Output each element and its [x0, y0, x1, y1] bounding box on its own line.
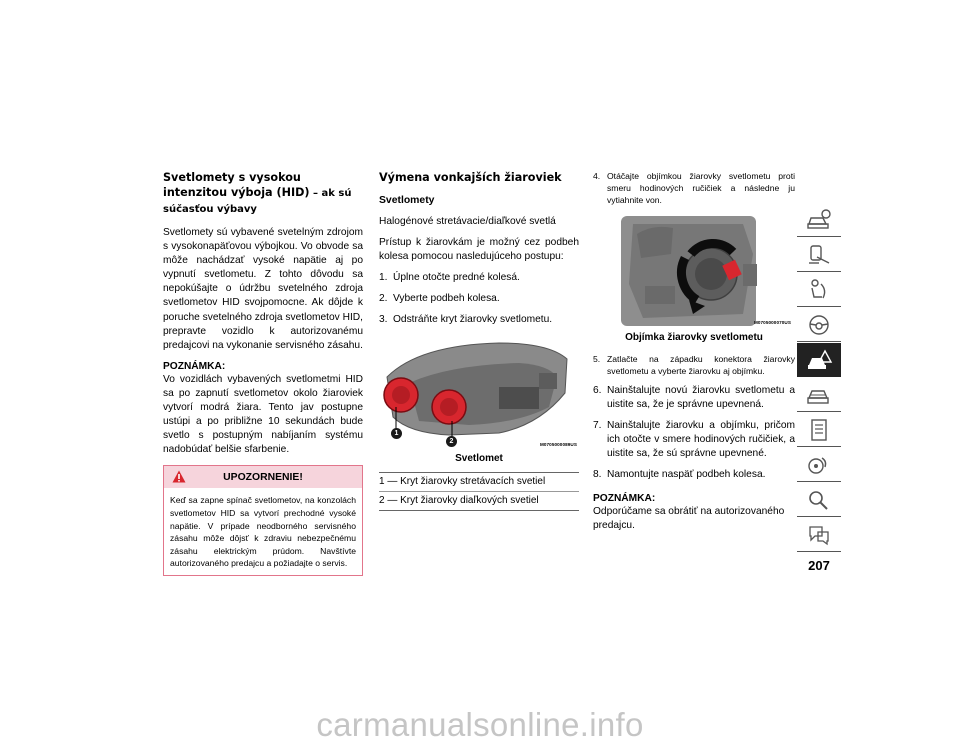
- specifications-list-icon: [805, 418, 833, 442]
- step-item: 5. Zatlačte na západku konektora žiarovky svetlometu a vyberte žiarovku aj objímku.: [593, 353, 795, 376]
- figure-code: M0705000070US: [753, 319, 791, 325]
- language-icon: [805, 523, 833, 547]
- warning-text: Keď sa zapne spínač svetlometov, na konzolách svetlometov HID sa vytvorí prechodné vysoké napätie. V prípade neodborného servisného zásahu môže dôjsť k zdraviu nebezpečnému zásahu elektrickým prúdom. Navštívte autorizovaného predajcu a požiadajte o servis.: [170, 495, 356, 569]
- column-bulb-replacement: [379, 170, 579, 511]
- steps-list-2a: [593, 170, 795, 207]
- tab-car-info[interactable]: [797, 203, 841, 237]
- tab-search-index[interactable]: [797, 483, 841, 517]
- warning-title: UPOZORNENIE!: [223, 471, 303, 483]
- legend-item: 1 — Kryt žiarovky stretávacích svetiel: [379, 476, 546, 488]
- multimedia-icon: [805, 453, 833, 477]
- tab-specifications[interactable]: [797, 413, 841, 447]
- tab-car-key[interactable]: [797, 238, 841, 272]
- chapter-tabs: [797, 203, 841, 553]
- headlight-illustration: [379, 337, 579, 450]
- step-item: 2. Vyberte podbeh kolesa.: [379, 293, 500, 305]
- headlight-caption: Svetlomet: [455, 453, 503, 465]
- callout-1: 1: [391, 428, 402, 439]
- car-info-icon: [805, 208, 833, 232]
- note-text: Odporúčame sa obrátiť na autorizovaného predajcu.: [593, 506, 785, 532]
- headlight-figure: [379, 337, 579, 450]
- tab-car-emergency[interactable]: [797, 343, 841, 377]
- tab-steering-wheel[interactable]: [797, 308, 841, 342]
- steps-list-1: [379, 271, 579, 327]
- warning-triangle-icon: [172, 470, 186, 483]
- note-text: Vo vozidlách vybavených svetlometmi HID sa po zapnutí svetlometov okolo žiaroviek vytvorí modrá žiara. Tento jav postupne ustúpi a po približne 10 sekundách bude svetlo s postupným nabíjaním systému nadobúdať belšie sfarbenie.: [163, 373, 363, 456]
- warning-header: [164, 466, 362, 488]
- step-item: 3. Odstráňte kryt žiarovky svetlometu.: [379, 314, 553, 326]
- step-item: 6. Nainštalujte novú žiarovku svetlometu a uistite sa, že je správne upevnená.: [593, 385, 795, 411]
- warning-body: [164, 488, 362, 575]
- legend-item: 2 — Kryt žiarovky diaľkových svetiel: [379, 491, 579, 510]
- bulb-replacement-heading: Výmena vonkajších žiaroviek: [379, 171, 562, 184]
- hid-heading: Svetlomety s vysokou intenzitou výboja (HID) – ak sú súčasťou výbavy: [163, 171, 352, 215]
- note-label: POZNÁMKA:: [163, 360, 226, 372]
- search-index-icon: [805, 488, 833, 512]
- bulb-socket-figure: [593, 214, 795, 329]
- steps-list-2b: [593, 353, 795, 482]
- access-text: Prístup k žiarovkám je možný cez podbeh kolesa pomocou nasledujúceho postupu:: [379, 237, 579, 263]
- seat-safety-icon: [805, 278, 833, 302]
- page-number: 207: [808, 558, 830, 573]
- car-key-icon: [805, 243, 833, 267]
- note-label: POZNÁMKA:: [593, 493, 656, 505]
- watermark: carmanualsonline.info: [316, 706, 644, 743]
- step-item: 1. Úplne otočte predné kolesá.: [379, 272, 520, 284]
- steering-wheel-icon: [805, 313, 833, 337]
- figure-legend: [379, 472, 579, 511]
- car-service-icon: [805, 383, 833, 407]
- bulb-socket-illustration: [593, 214, 795, 329]
- tab-car-service[interactable]: [797, 378, 841, 412]
- bulb-socket-caption: Objímka žiarovky svetlometu: [625, 331, 763, 343]
- callout-2: 2: [446, 436, 457, 447]
- headlights-subheading: Svetlomety: [379, 195, 435, 206]
- step-item: 4. Otáčajte objímkou žiarovky svetlometu proti smeru hodinových ručičiek a následne ju vytiahnite von.: [593, 171, 795, 206]
- tab-seat-safety[interactable]: [797, 273, 841, 307]
- column-bulb-steps: [593, 170, 795, 540]
- tab-language[interactable]: [797, 518, 841, 552]
- hid-paragraph: Svetlomety sú vybavené svetelným zdrojom s vysokonapäťovou výbojkou. Vo obvode sa môže nachádzať vysoké napätie aj po vypnutí svetlometu. Z tohto dôvodu sa nepokúšajte o údržbu svetelného zdroja svetlometov HID svojpomocne. Ak dôjde k poruche svetelného zdroja svetlometov HID, prepravte vozidlo k autorizovanému predajcovi na vykonanie servisného zásahu.: [163, 227, 363, 351]
- step-item: 8. Namontujte naspäť podbeh kolesa.: [593, 469, 766, 481]
- warning-box: [163, 465, 363, 576]
- halogen-text: Halogénové stretávacie/diaľkové svetlá: [379, 216, 556, 227]
- tab-multimedia[interactable]: [797, 448, 841, 482]
- step-item: 7. Nainštalujte žiarovku a objímku, pričom ich otočte v smere hodinových ručičiek, a uistite sa, že sú správne upevnené.: [593, 420, 795, 460]
- car-emergency-icon: [805, 348, 833, 372]
- figure-code: M0705000089US: [539, 442, 577, 448]
- column-hid-headlights: [163, 170, 363, 576]
